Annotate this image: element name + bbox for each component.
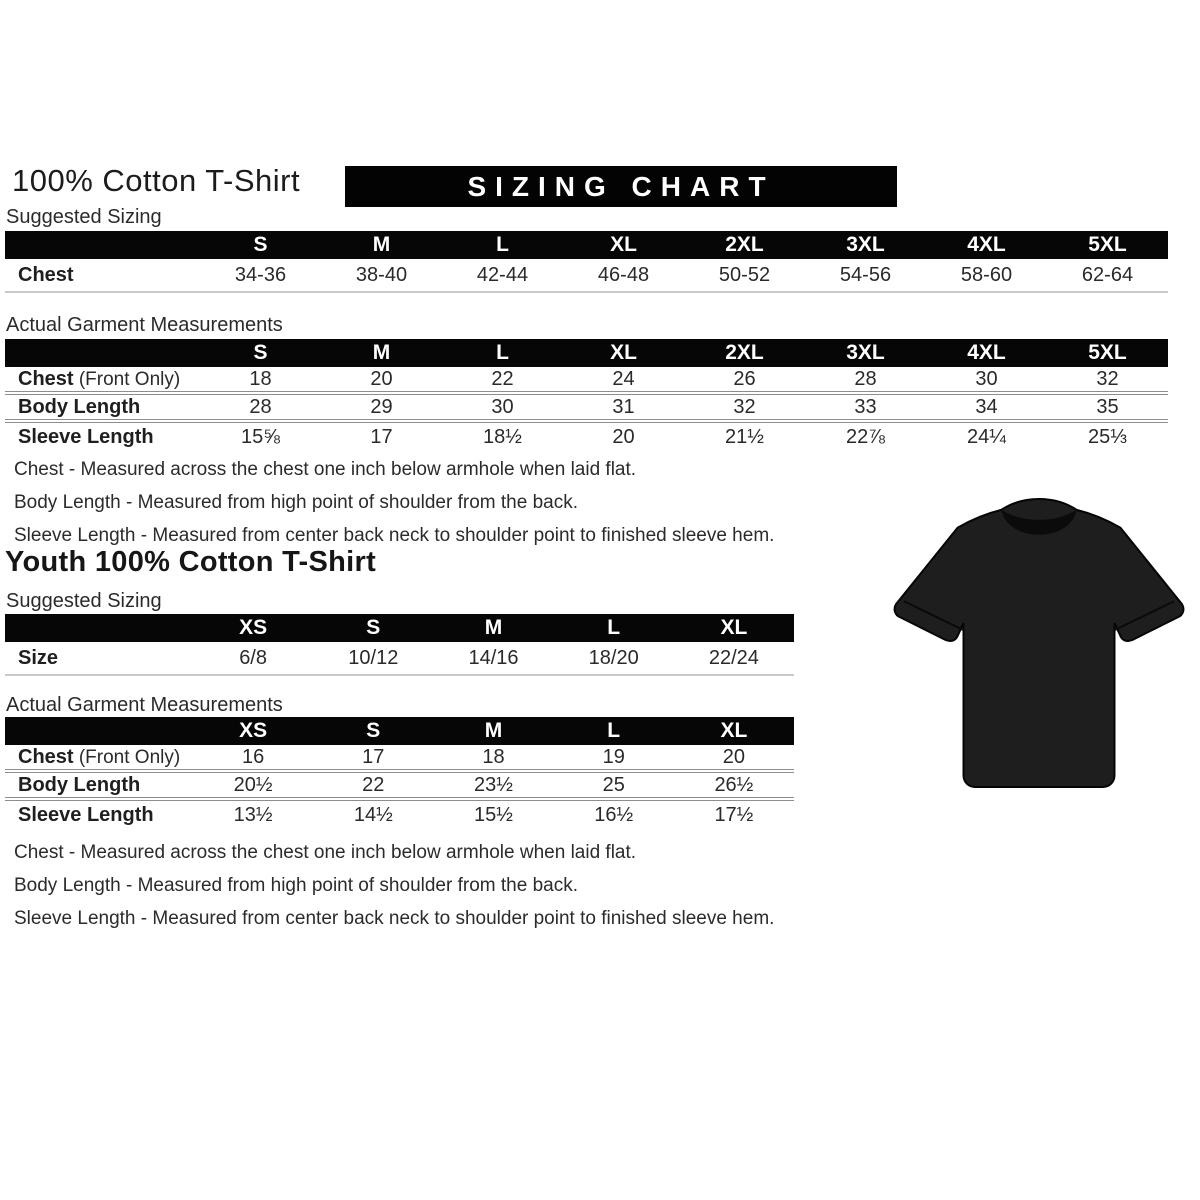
size-column-header: XS — [239, 616, 268, 639]
size-column-header: L — [607, 719, 621, 742]
size-value-cell: 32 — [1096, 367, 1119, 390]
size-value-cell: 20½ — [233, 773, 273, 796]
table-row — [5, 423, 1168, 451]
note-line: Body Length - Measured from high point of shoulder from the back. — [14, 492, 578, 513]
note-line: Body Length - Measured from high point of shoulder from the back. — [14, 875, 578, 896]
size-value-cell: 21½ — [725, 425, 764, 448]
size-value-cell: 22 — [362, 773, 385, 796]
size-value-cell: 19 — [602, 745, 625, 768]
size-column-header: 4XL — [967, 233, 1006, 256]
size-column-header: XL — [610, 341, 637, 364]
adult-suggested-sizing-label: Suggested Sizing — [6, 206, 162, 228]
size-column-header: XS — [239, 719, 268, 742]
size-value-cell: 32 — [733, 395, 756, 418]
table-header-row — [5, 717, 794, 745]
size-column-header: XL — [720, 616, 748, 639]
table-header-row — [5, 614, 794, 642]
size-value-cell: 29 — [370, 395, 393, 418]
row-label: Body Length — [18, 395, 141, 418]
size-value-cell: 15⅝ — [241, 425, 280, 448]
size-value-cell: 18½ — [483, 425, 522, 448]
size-column-header: L — [496, 341, 509, 364]
size-column-header: 3XL — [846, 233, 885, 256]
size-column-header: S — [366, 719, 381, 742]
youth-actual-measurements-label: Actual Garment Measurements — [6, 694, 283, 716]
size-value-cell: 35 — [1096, 395, 1119, 418]
size-column-header: 5XL — [1088, 341, 1127, 364]
size-value-cell: 15½ — [474, 803, 513, 826]
table-row — [5, 395, 1168, 423]
row-label: Sleeve Length — [18, 425, 154, 448]
table-header-row — [5, 339, 1168, 367]
size-value-cell: 62-64 — [1081, 263, 1134, 286]
row-label: Chest (Front Only) — [18, 745, 181, 768]
size-value-cell: 25 — [602, 773, 625, 796]
size-value-cell: 6/8 — [239, 646, 267, 669]
size-value-cell: 58-60 — [960, 263, 1013, 286]
size-value-cell: 54-56 — [839, 263, 892, 286]
size-value-cell: 16 — [241, 745, 265, 768]
size-value-cell: 46-48 — [597, 263, 650, 286]
size-value-cell: 25⅓ — [1088, 425, 1127, 448]
note-line: Sleeve Length - Measured from center back neck to shoulder point to finished sleeve hem. — [14, 908, 775, 929]
table-row — [5, 745, 794, 773]
size-value-cell: 16½ — [594, 803, 634, 826]
size-column-header: M — [372, 341, 391, 364]
size-value-cell: 20 — [722, 745, 746, 768]
row-label: Chest (Front Only) — [18, 367, 181, 390]
size-column-header: 3XL — [846, 341, 885, 364]
size-value-cell: 24¼ — [967, 425, 1006, 448]
sizing-chart-banner: SIZING CHART — [345, 166, 897, 207]
note-line: Sleeve Length - Measured from center back neck to shoulder point to finished sleeve hem. — [14, 525, 775, 546]
black-tshirt-photo — [890, 476, 1188, 808]
youth-section-title: Youth 100% Cotton T-Shirt — [5, 546, 377, 578]
row-label: Sleeve Length — [18, 803, 154, 826]
size-value-cell: 24 — [612, 367, 635, 390]
size-value-cell: 22 — [491, 367, 514, 390]
size-column-header: L — [607, 616, 621, 639]
size-value-cell: 38-40 — [355, 263, 408, 286]
size-value-cell: 18 — [482, 745, 505, 768]
adult-measurement-notes — [14, 459, 774, 558]
size-column-header: S — [253, 341, 268, 364]
adult-section-title: 100% Cotton T-Shirt — [12, 163, 301, 198]
adult-suggested-sizing-table — [5, 231, 1168, 293]
size-column-header: S — [253, 233, 268, 256]
size-value-cell: 18/20 — [588, 646, 639, 669]
size-column-header: M — [372, 233, 391, 256]
size-column-header: XL — [720, 719, 748, 742]
size-column-header: M — [484, 616, 503, 639]
size-value-cell: 34-36 — [234, 263, 287, 286]
table-row — [5, 259, 1168, 293]
size-value-cell: 14½ — [353, 803, 393, 826]
size-value-cell: 28 — [854, 367, 877, 390]
size-column-header: L — [496, 233, 509, 256]
size-value-cell: 26 — [733, 367, 756, 390]
size-value-cell: 13½ — [233, 803, 273, 826]
row-label: Body Length — [18, 773, 141, 796]
size-column-header: XL — [610, 233, 637, 256]
size-value-cell: 34 — [975, 395, 998, 418]
size-value-cell: 17 — [370, 425, 393, 448]
size-value-cell: 30 — [975, 367, 998, 390]
size-column-header: 4XL — [967, 341, 1006, 364]
size-column-header: M — [484, 719, 503, 742]
table-row — [5, 801, 794, 829]
row-label: Size — [18, 646, 59, 669]
size-column-header: 5XL — [1088, 233, 1127, 256]
size-value-cell: 26½ — [714, 773, 754, 796]
size-value-cell: 17 — [362, 745, 385, 768]
size-value-cell: 42-44 — [476, 263, 529, 286]
size-column-header: 2XL — [725, 233, 764, 256]
size-value-cell: 30 — [491, 395, 514, 418]
youth-actual-measurements-table — [5, 717, 794, 829]
youth-suggested-sizing-label: Suggested Sizing — [6, 590, 162, 612]
note-line: Chest - Measured across the chest one inch below armhole when laid flat. — [14, 459, 637, 480]
size-value-cell: 22⅞ — [846, 425, 885, 448]
adult-actual-measurements-label: Actual Garment Measurements — [6, 314, 283, 336]
note-line: Chest - Measured across the chest one inch below armhole when laid flat. — [14, 842, 637, 863]
youth-suggested-sizing-table — [5, 614, 794, 676]
tshirt-body-shape — [895, 499, 1184, 787]
size-value-cell: 20 — [612, 425, 635, 448]
size-value-cell: 31 — [612, 395, 635, 418]
size-value-cell: 50-52 — [718, 263, 771, 286]
table-row — [5, 642, 794, 676]
row-label: Chest — [18, 263, 74, 286]
youth-measurement-notes — [14, 842, 774, 941]
size-value-cell: 17½ — [714, 803, 754, 826]
size-value-cell: 14/16 — [468, 646, 519, 669]
size-value-cell: 28 — [249, 395, 272, 418]
table-row — [5, 773, 794, 801]
size-value-cell: 18 — [249, 367, 272, 390]
size-value-cell: 33 — [854, 395, 877, 418]
size-value-cell: 23½ — [474, 773, 513, 796]
table-row — [5, 367, 1168, 395]
size-column-header: S — [366, 616, 381, 639]
size-column-header: 2XL — [725, 341, 764, 364]
size-value-cell: 22/24 — [708, 646, 759, 669]
table-header-row — [5, 231, 1168, 259]
adult-actual-measurements-table — [5, 339, 1168, 451]
size-value-cell: 10/12 — [348, 646, 399, 669]
size-value-cell: 20 — [370, 367, 393, 390]
